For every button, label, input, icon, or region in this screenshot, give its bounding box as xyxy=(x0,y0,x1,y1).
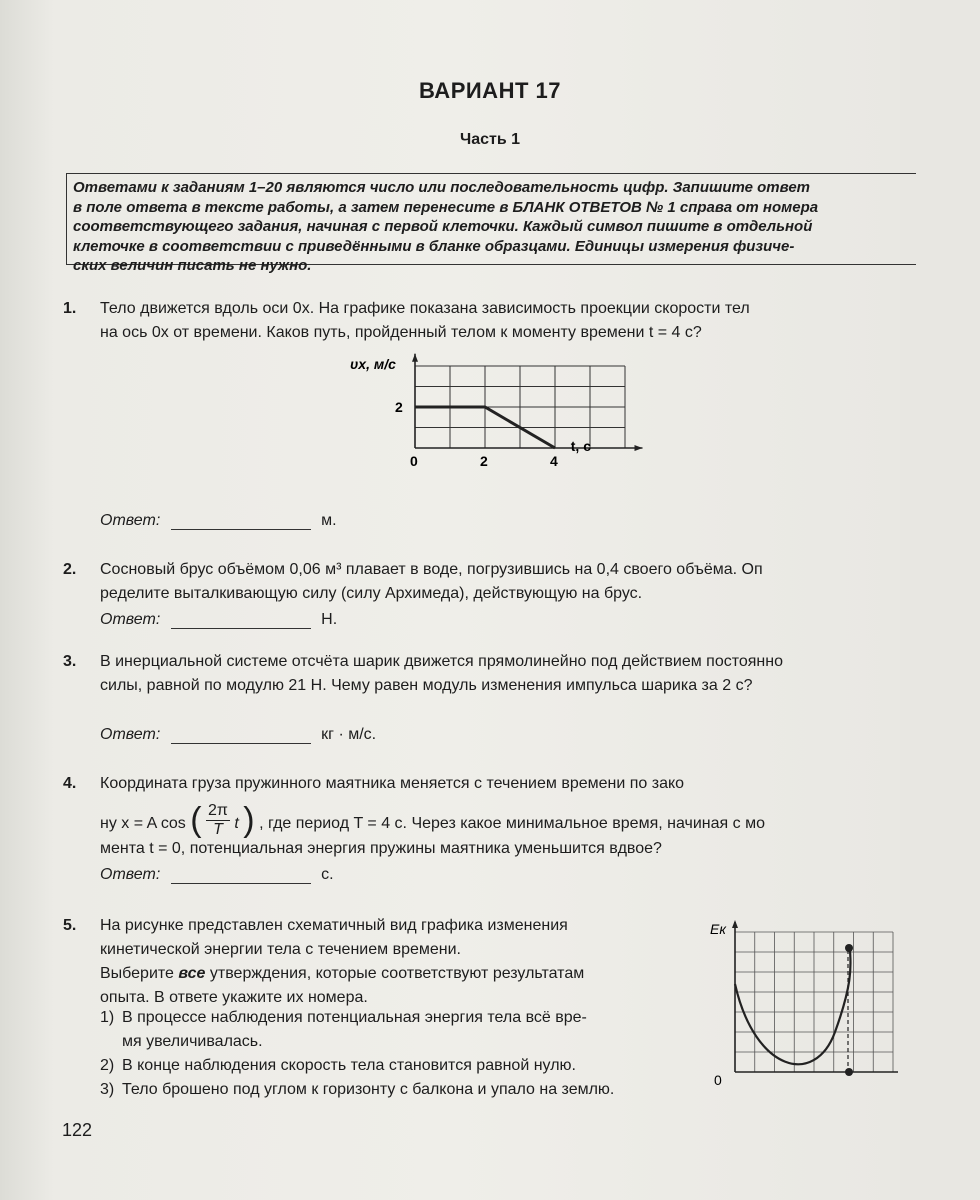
part-title: Часть 1 xyxy=(459,131,521,148)
chart-grid xyxy=(735,932,893,1072)
fraction-denominator: T xyxy=(213,821,223,838)
question-line: силы, равной по модулю 21 Н. Чему равен модуль изменения импульса шарика за 2 с? xyxy=(100,677,753,694)
y-tick-label: 2 xyxy=(395,399,403,415)
select-suffix: утверждения, которые соответствуют результатам xyxy=(205,965,585,982)
instructions-line: в поле ответа в тексте работы, а затем перенесите в БЛАНК ОТВЕТОВ № 1 справа от номера xyxy=(73,198,819,216)
question-4-number: 4. xyxy=(63,775,77,792)
paren-right: ) xyxy=(243,800,255,839)
select-prefix: Выберите xyxy=(100,965,179,982)
question-line: Тело движется вдоль оси 0x. На графике показана зависимость проекции скорости тел xyxy=(100,300,750,317)
answer-unit: с. xyxy=(321,866,334,883)
question-2-text xyxy=(100,558,763,606)
chart-axes xyxy=(412,354,643,451)
question-line: В инерциальной системе отсчёта шарик движется прямолинейно под действием постоянно xyxy=(100,653,783,670)
answer-4 xyxy=(100,866,334,884)
y-axis-label: Eк xyxy=(710,921,726,937)
fraction-numerator: 2π xyxy=(208,802,228,819)
option-number: 1) xyxy=(100,1009,115,1026)
fraction xyxy=(206,802,230,839)
end-point xyxy=(845,944,853,952)
page-number: 122 xyxy=(62,1120,93,1140)
x-tick-label: 4 xyxy=(550,453,558,469)
y-axis-arrow xyxy=(412,354,418,362)
option-text: мя увеличивалась. xyxy=(122,1033,263,1050)
question-5-text xyxy=(100,914,568,962)
x-tick-label: 0 xyxy=(410,453,418,469)
option-number: 3) xyxy=(100,1081,115,1098)
formula-prefix: ну x = A cos xyxy=(100,814,186,832)
option[interactable] xyxy=(100,1054,614,1078)
answer-field[interactable] xyxy=(171,867,311,884)
x-tick-label: 2 xyxy=(480,453,488,469)
paren-left: ( xyxy=(190,800,202,839)
option[interactable] xyxy=(100,1006,614,1030)
question-3-number: 3. xyxy=(63,653,77,670)
option-text: В процессе наблюдения потенциальная энергия тела всё вре- xyxy=(122,1009,587,1026)
option-text: В конце наблюдения скорость тела становится равной нулю. xyxy=(122,1057,576,1074)
question-line: ределите выталкивающую силу (силу Архимеда), действующую на брус. xyxy=(100,585,643,602)
answer-field[interactable] xyxy=(171,612,311,629)
y-axis-arrow xyxy=(732,920,738,928)
question-5-number: 5. xyxy=(63,917,77,934)
y-axis-label: υx, м/с xyxy=(350,356,396,372)
option[interactable] xyxy=(100,1078,614,1102)
instructions-line: ских величин писать не нужно. xyxy=(73,257,312,275)
velocity-time-chart xyxy=(350,352,610,472)
select-emphasis: все xyxy=(178,965,206,982)
instructions-line: соответствующего задания, начиная с первой клеточки. Каждый символ пишите в отдельной xyxy=(73,218,813,236)
question-line: на ось 0x от времени. Каков путь, пройденный телом к моменту времени t = 4 с? xyxy=(100,324,702,341)
answer-3 xyxy=(100,726,376,744)
formula-suffix: , где период T = 4 с. Через какое минимальное время, начиная с мо xyxy=(259,814,765,832)
select-line xyxy=(100,962,584,986)
answer-unit: м. xyxy=(321,512,337,529)
answer-label: Ответ: xyxy=(100,512,161,529)
answer-1 xyxy=(100,512,337,530)
answer-field[interactable] xyxy=(171,513,311,530)
instructions-line: Ответами к заданиям 1–20 являются число или последовательность цифр. Запишите ответ xyxy=(73,179,811,196)
question-4-formula-line xyxy=(100,794,765,839)
question-5-select xyxy=(100,962,584,1010)
kinetic-energy-chart xyxy=(700,912,900,1092)
option-text: Тело брошено под углом к горизонту с балкона и упало на землю. xyxy=(122,1081,615,1098)
variant-title: ВАРИАНТ 17 xyxy=(419,78,561,103)
answer-field[interactable] xyxy=(171,727,311,744)
answer-2 xyxy=(100,611,337,629)
option-continuation xyxy=(100,1030,614,1054)
question-4-line3: мента t = 0, потенциальная энергия пружины маятника уменьшится вдвое? xyxy=(100,840,662,857)
answer-label: Ответ: xyxy=(100,726,161,743)
question-line: Сосновый брус объёмом 0,06 м³ плавает в воде, погрузившись на 0,4 своего объёма. Оп xyxy=(100,561,763,578)
answer-label: Ответ: xyxy=(100,611,161,628)
question-2-number: 2. xyxy=(63,561,77,578)
question-line: кинетической энергии тела с течением времени. xyxy=(100,941,461,958)
energy-curve xyxy=(735,948,851,1064)
option-number: 2) xyxy=(100,1057,115,1074)
instructions-line: клеточке в соответствии с приведёнными в бланке образцами. Единицы измерения физиче- xyxy=(73,237,795,255)
options-list xyxy=(100,1006,614,1102)
answer-unit: Н. xyxy=(321,611,338,628)
question-line: На рисунке представлен схематичный вид графика изменения xyxy=(100,917,568,934)
instructions-box xyxy=(66,173,916,275)
question-3-text xyxy=(100,650,783,698)
formula-variable: t xyxy=(234,814,239,832)
question-4-line1: Координата груза пружинного маятника меняется с течением времени по зако xyxy=(100,775,685,792)
question-1-number: 1. xyxy=(63,300,77,317)
select-line: опыта. В ответе укажите их номера. xyxy=(100,989,368,1006)
x-axis-arrow xyxy=(635,445,643,451)
answer-unit: кг · м/с. xyxy=(321,726,377,743)
axis-point xyxy=(845,1068,853,1076)
answer-label: Ответ: xyxy=(100,866,161,883)
question-1-text xyxy=(100,297,750,345)
origin-label: 0 xyxy=(714,1072,722,1088)
x-axis-label: t, с xyxy=(570,438,591,454)
